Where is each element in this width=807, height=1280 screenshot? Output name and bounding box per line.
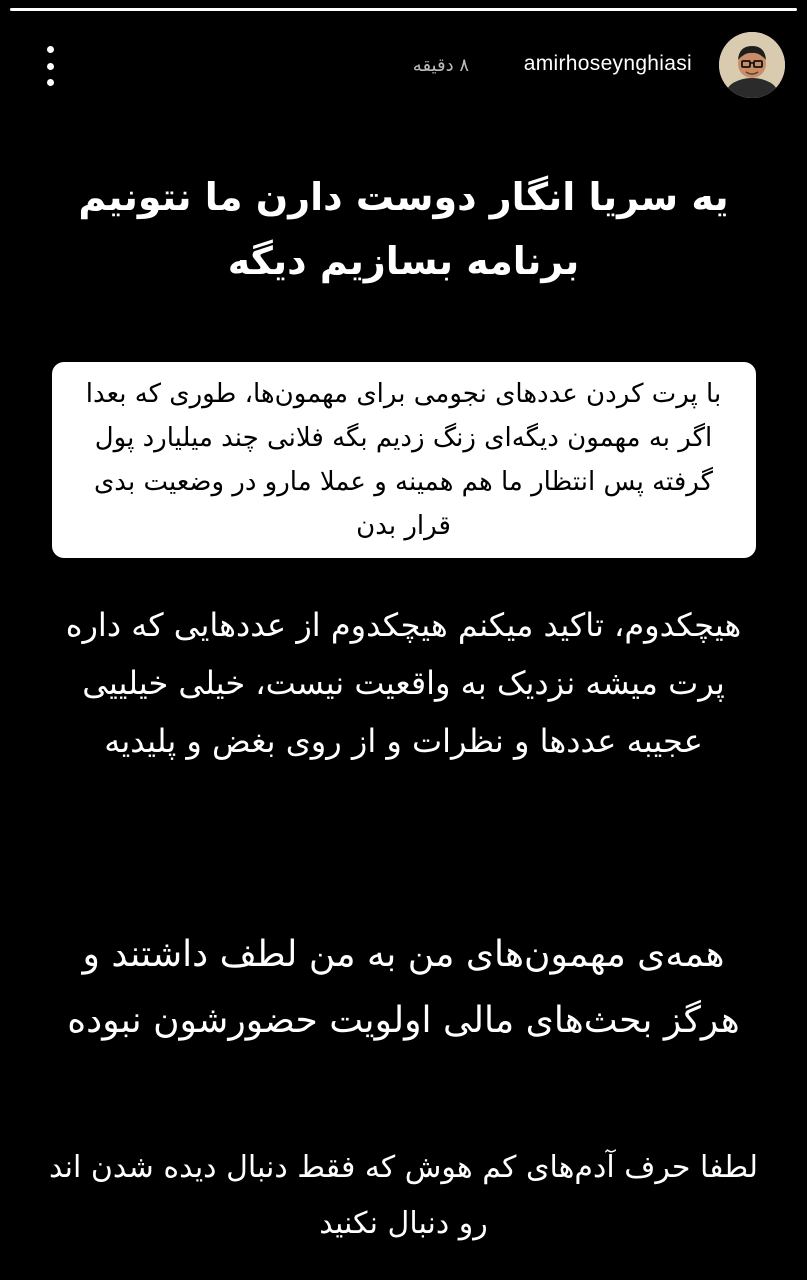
menu-dot — [47, 46, 54, 53]
highlight-container — [40, 362, 767, 558]
profile-avatar-icon[interactable] — [719, 32, 785, 98]
story-header — [0, 20, 807, 110]
story-progress-bar — [10, 8, 797, 11]
story-username[interactable]: amirhoseynghiasi — [523, 52, 692, 75]
more-vertical-icon[interactable] — [38, 46, 62, 86]
story-paragraph-2: همه‌ی مهمون‌های من به من لطف داشتند و هرگز بحث‌های مالی اولویت حضورشون نبوده — [67, 934, 740, 1041]
story-paragraph-1: هیچکدوم، تاکید میکنم هیچکدوم از عددهایی که داره پرت میشه نزدیک به واقعیت نیست، خیلی خیلییی عجیبه عددها و نظرات و از روی بغض و پلیدیه — [65, 606, 742, 760]
story-timestamp: ۸ دقیقه — [412, 55, 469, 76]
menu-dot — [47, 79, 54, 86]
menu-dot — [47, 63, 54, 70]
story-paragraph-3: لطفا حرف آدم‌های کم هوش که فقط دنبال دیده شدن اند رو دنبال نکنید — [48, 1150, 759, 1241]
story-progress-fill — [10, 8, 797, 11]
story-heading: یه سریا انگار دوست دارن ما نتونیم برنامه بسازیم دیگه — [78, 175, 729, 283]
highlighted-text: با پرت کردن عددهای نجومی برای مهمون‌ها، طوری که بعدا اگر به مهمون دیگه‌ای زنگ زدیم بگه فلانی چند میلیارد پول گرفته پس انتظار ما هم همینه و عملا مارو در وضعیت بدی قرار بدن — [52, 362, 756, 558]
